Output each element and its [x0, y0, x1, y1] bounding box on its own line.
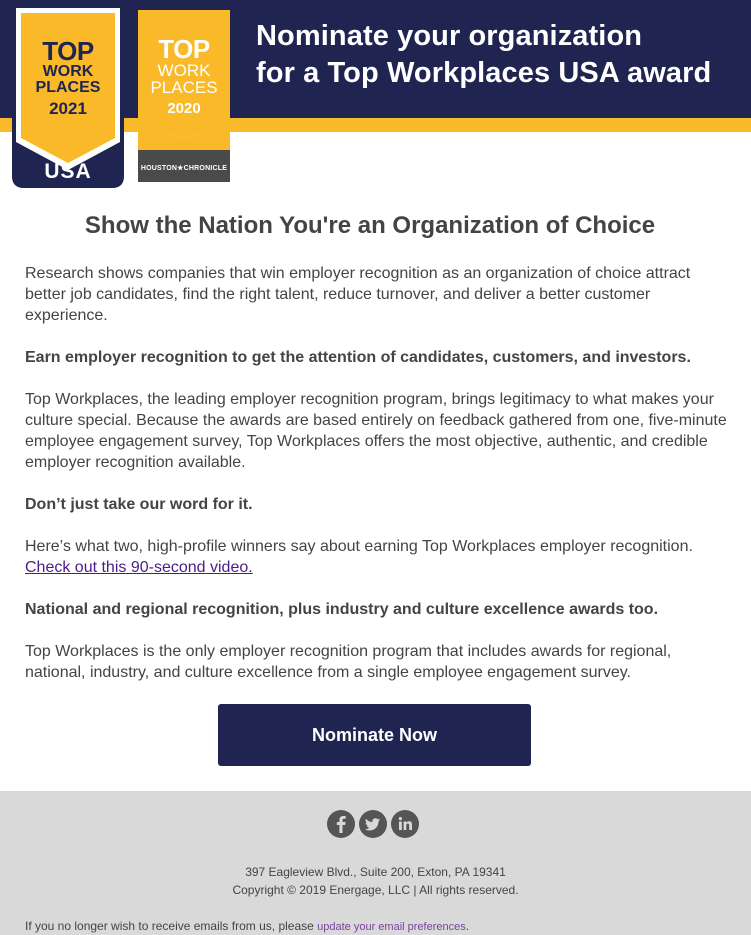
email-header	[0, 0, 751, 196]
badge-2020-year: 2020	[167, 100, 201, 117]
page-title: Show the Nation You're an Organization of Choice	[84, 212, 656, 239]
top-workplaces-2020-houston-badge	[138, 10, 230, 182]
footer-address-block	[0, 863, 751, 899]
badge-2020-places: PLACES	[150, 78, 218, 97]
badge-2021-work: WORK	[42, 63, 94, 80]
headline-line-1: Nominate your organization	[256, 20, 643, 52]
unsubscribe-end: .	[465, 919, 470, 933]
social-links	[327, 810, 419, 838]
linkedin-icon[interactable]	[391, 810, 419, 838]
video-link[interactable]: Check out this 90-second video.	[25, 559, 253, 576]
company-address: 397 Eagleview Blvd., Suite 200, Exton, PA 19341	[245, 865, 506, 879]
unsubscribe-text: If you no longer wish to receive emails from us, please	[25, 919, 314, 933]
awards-paragraph: Top Workplaces is the only employer recognition program that includes awards for regional, national, industry, and culture excellence from a single employee engagement survey.	[25, 643, 672, 681]
copyright: Copyright © 2019 Energage, LLC | All rights reserved.	[232, 883, 519, 897]
badge-2021-places: PLACES	[35, 79, 101, 96]
testimonial-paragraph	[25, 536, 728, 578]
badge-2020-top: TOP	[158, 34, 210, 64]
facebook-icon[interactable]	[327, 810, 355, 838]
nominate-now-button[interactable]: Nominate Now	[218, 704, 531, 766]
intro-paragraph: Research shows companies that win employer recognition as an organization of choice attract better job candidates, find the right talent, reduce turnover, and deliver a better customer experience.	[25, 265, 691, 324]
twitter-icon[interactable]	[359, 810, 387, 838]
badge-2021-year: 2021	[49, 99, 87, 118]
testimonial-subheading: Don’t just take our word for it.	[25, 496, 253, 513]
top-workplaces-2021-usa-badge	[12, 4, 124, 188]
headline-line-2: for a Top Workplaces USA award	[256, 57, 712, 89]
unsubscribe-line	[25, 919, 469, 933]
badge-2020-newspaper: HOUSTON★CHRONICLE	[140, 165, 228, 172]
awards-subheading: National and regional recognition, plus industry and culture excellence awards too.	[25, 601, 659, 618]
email-preferences-link[interactable]: update your email preferences	[317, 921, 466, 933]
badge-2021-region: USA	[44, 160, 92, 183]
program-paragraph: Top Workplaces, the leading employer recognition program, brings legitimacy to what makes your culture special. Because the awards are based entirely on feedback gathered from one, five-minute employee engagement survey, Top Workplaces offers the most objective, authentic, and credible employer recognition available.	[25, 391, 727, 471]
email-footer	[0, 791, 751, 935]
testimonial-text: Here’s what two, high-profile winners say about earning Top Workplaces employer recognition.	[25, 538, 693, 555]
header-headline	[256, 18, 746, 92]
recognition-subheading: Earn employer recognition to get the attention of candidates, customers, and investors.	[25, 349, 691, 366]
badge-2021-top: TOP	[42, 36, 94, 66]
badge-2020-work: WORK	[157, 61, 211, 80]
